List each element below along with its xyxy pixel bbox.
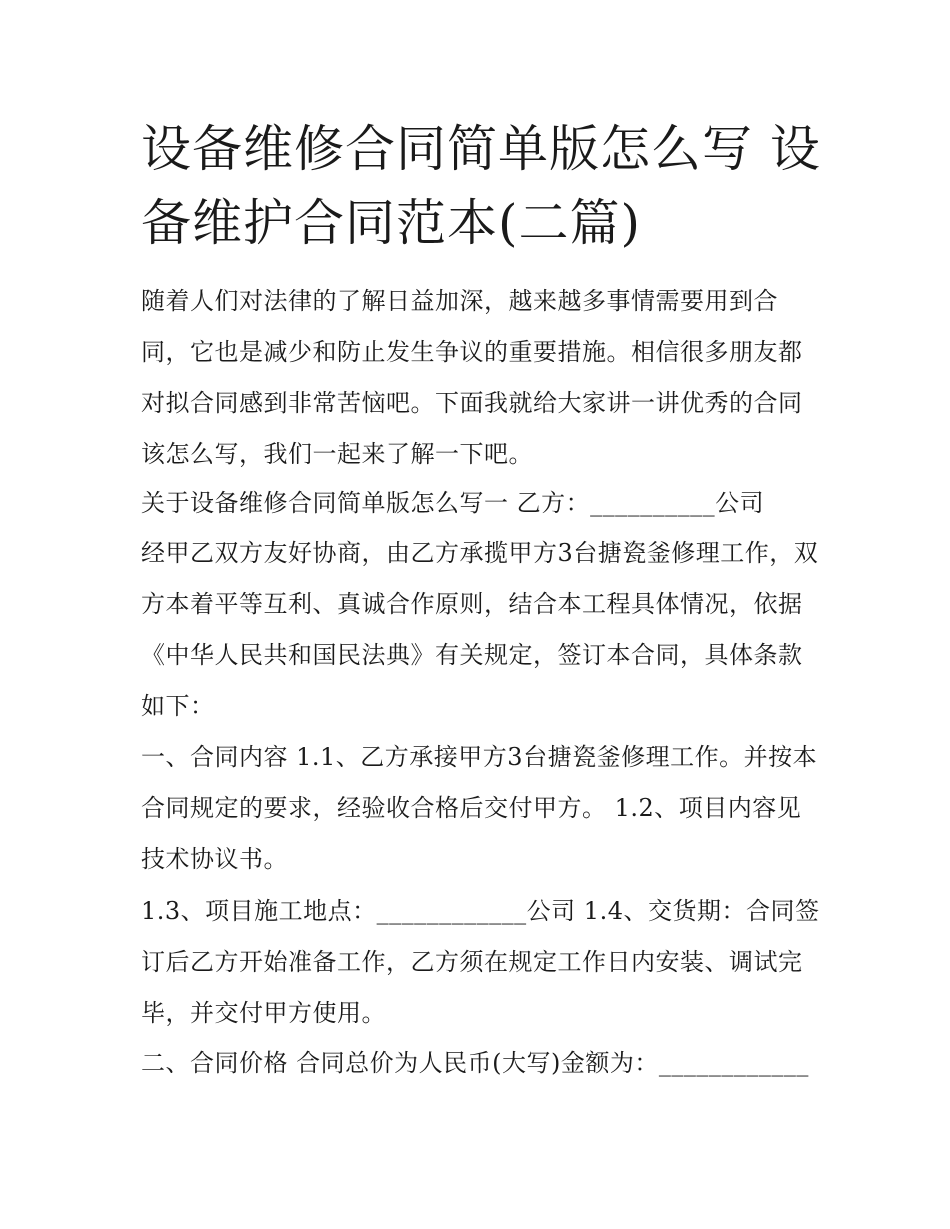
document-title: 设备维修合同简单版怎么写 设备维护合同范本(二篇) bbox=[141, 120, 821, 252]
clause-contract-content: 一、合同内容 1.1、乙方承接甲方3台搪瓷釜修理工作。并按本合同规定的要求，经验收合格后交付甲方。 1.2、项目内容见技术协议书。 bbox=[141, 743, 818, 873]
clause-site-delivery: 1.3、项目施工地点：____________公司 1.4、交货期：合同签订后乙方开始准备工作，乙方须在规定工作日内安装、调试完毕，并交付甲方使用。 bbox=[141, 897, 820, 1027]
intro-paragraph: 随着人们对法律的了解日益加深，越来越多事情需要用到合同，它也是减少和防止发生争议的重要措施。相信很多朋友都对拟合同感到非常苦恼吧。下面我就给大家讲一讲优秀的合同该怎么写，我们一起来了解一下吧。 bbox=[141, 287, 803, 468]
clause-contract-price: 二、合同价格 合同总价为人民币(大写)金额为：____________ bbox=[141, 1049, 809, 1077]
agreement-preamble: 经甲乙双方友好协商，由乙方承揽甲方3台搪瓷釜修理工作，双方本着平等互利、真诚合作原则，结合本工程具体情况，依据《中华人民共和国民法典》有关规定，签订本合同，具体条款如下： bbox=[141, 539, 819, 720]
party-b-line: 关于设备维修合同简单版怎么写一 乙方：__________公司 bbox=[141, 489, 765, 517]
